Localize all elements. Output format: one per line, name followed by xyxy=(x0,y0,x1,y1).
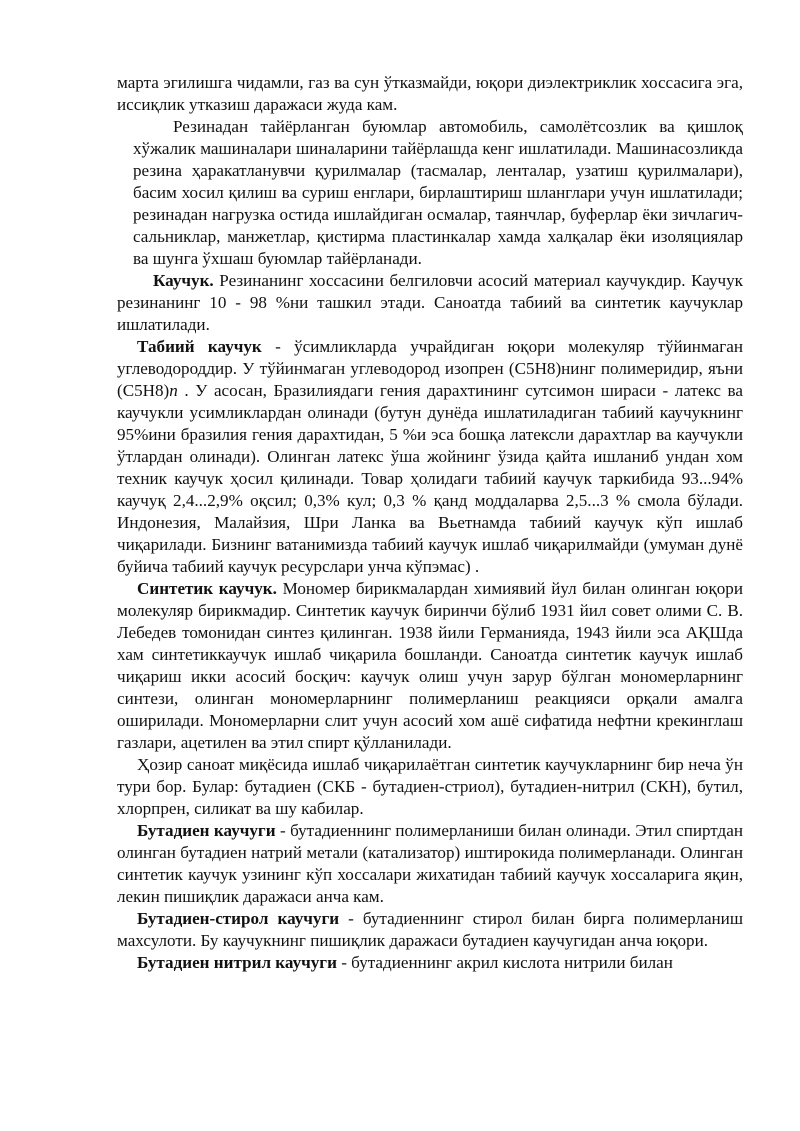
term-heading: Синтетик каучук. xyxy=(137,579,277,598)
paragraph-rubber-products xyxy=(133,116,743,270)
paragraph-text: Резинанинг хоссасини белгиловчи асосий материал каучукдир. Каучук резинанинг 10 - 98 %ни ташкил этади. Саноатда табиий ва синтетик каучуклар ишлатилади. xyxy=(117,271,743,334)
paragraph-continuation xyxy=(117,72,743,116)
document-page xyxy=(117,72,743,974)
paragraph-rubber-types xyxy=(117,754,743,820)
term-heading: Бутадиен-стирол каучуги xyxy=(137,909,340,928)
paragraph-butadiene-rubber xyxy=(117,820,743,908)
paragraph-text: Мономер бирикмалардан химиявий йул билан олинган юқори молекуляр бирикмадир. Синтетик каучук биринчи бўлиб 1931 йил совет олими С. В. Лебедев томонидан синтез қилинган. 1938 йили Германияда, 1943 йили эса АҚШда хам синтетиккаучук ишлаб чиқарила бошланди. Саноатда синтетик каучук ишлаб чиқариш икки асосий босқич: каучук олиш учун зарур бўлган мономерларнинг синтези, олинган мономерларнинг полимерланиш реакцияси орқали амалга оширилади. Мономерларни слит учун асосий хом ашё сифатида нефтни крекинглаш газлари, ацетилен ва этил спирт қўлланилади. xyxy=(117,579,743,752)
paragraph-natural-rubber xyxy=(117,336,743,578)
paragraph-rubber xyxy=(117,270,743,336)
term-heading: Бутадиен нитрил каучуги xyxy=(137,953,337,972)
term-heading: Каучук. xyxy=(153,271,214,290)
term-heading: Бутадиен каучуги xyxy=(137,821,276,840)
paragraph-text: Ҳозир саноат миқёсида ишлаб чиқарилаётган синтетик каучукларнинг бир неча ўн тури бор. Булар: бутадиен (СКБ - бутадиен-стриол), бутадиен-нитрил (СКН), бутил, хлорпрен, силикат ва шу кабилар. xyxy=(117,755,743,818)
paragraph-butadiene-nitrile-rubber xyxy=(117,952,743,974)
paragraph-text: марта эгилишга чидамли, газ ва сун ўтказмайди, юқори диэлектриклик хоссасига эга, иссиқлик утказиш даражаси жуда кам. xyxy=(117,73,743,114)
paragraph-synthetic-rubber xyxy=(117,578,743,754)
paragraph-text: - бутадиеннинг акрил кислота нитрили билан xyxy=(336,953,673,972)
formula-subscript: n xyxy=(169,381,178,400)
paragraph-text: - ўсимликларда учрайдиган юқори молекуляр тўйинмаган углеводороддир. У тўйинмаган углеводород изопрен (С5Н8)нинг полимеридир, яъни (С5Н8) xyxy=(117,337,743,400)
paragraph-text: - бутадиеннинг полимерланиши билан олинади. Этил спиртдан олинган бутадиен натрий метали (катализатор) иштирокида полимерланади. Олинган синтетик каучук узининг кўп хоссалари жихатидан табиий каучук хоссаларига яқин, лекин пишиқлик даражаси анча кам. xyxy=(117,821,743,906)
paragraph-text: Резинадан тайёрланган буюмлар автомобиль, самолётсозлик ва қишлоқ хўжалик машиналари шиналарини тайёрлашда кенг ишлатилади. Машинасозликда резина ҳаракатланувчи қурилмалар (тасмалар, ленталар, узатиш қурилмалари), басим хосил қилиш ва суриш енглари, бирлаштириш шланглари учун ишлатилади; резинадан нагрузка остида ишлайдиган осмалар, таянчлар, буферлар ёки зичлагич-сальниклар, манжетлар, қистирма пластинкалар хамда халқалар ёки изоляциялар ва шунга ўхшаш буюмлар тайёрланади. xyxy=(133,117,743,268)
paragraph-text: - бутадиеннинг стирол билан бирга полимерланиш махсулоти. Бу каучукнинг пишиқлик даражаси бутадиен каучугидан анча юқори. xyxy=(117,909,743,950)
paragraph-butadiene-styrene-rubber xyxy=(117,908,743,952)
term-heading: Табиий каучук xyxy=(137,337,262,356)
paragraph-text: . У асосан, Бразилиядаги гения дарахтининг сутсимон шираси - латекс ва каучукли усимликлардан олинади (бутун дунёда ишлатиладиган табиий каучукнинг 95%ини бразилия гения дарахтидан, 5 %и эса бошқа латексли дарахтлар ва каучукли ўтлардан олинади). Олинган латекс ўша жойнинг ўзида қайта ишланиб ундан хом техник каучук ҳосил қилинади. Товар ҳолидаги табиий каучук таркибида 93...94% каучуқ 2,4...2,9% оқсил; 0,3% кул; 0,3 % қанд моддаларва 2,5...3 % смола бўлади. Индонезия, Малайзия, Шри Ланка ва Вьетнамда табиий каучук кўп ишлаб чиқарилади. Бизнинг ватанимизда табиий каучук ишлаб чиқарилмайди (умуман дунё буйича табиий каучук ресурслари унча кўпэмас) . xyxy=(117,381,743,576)
